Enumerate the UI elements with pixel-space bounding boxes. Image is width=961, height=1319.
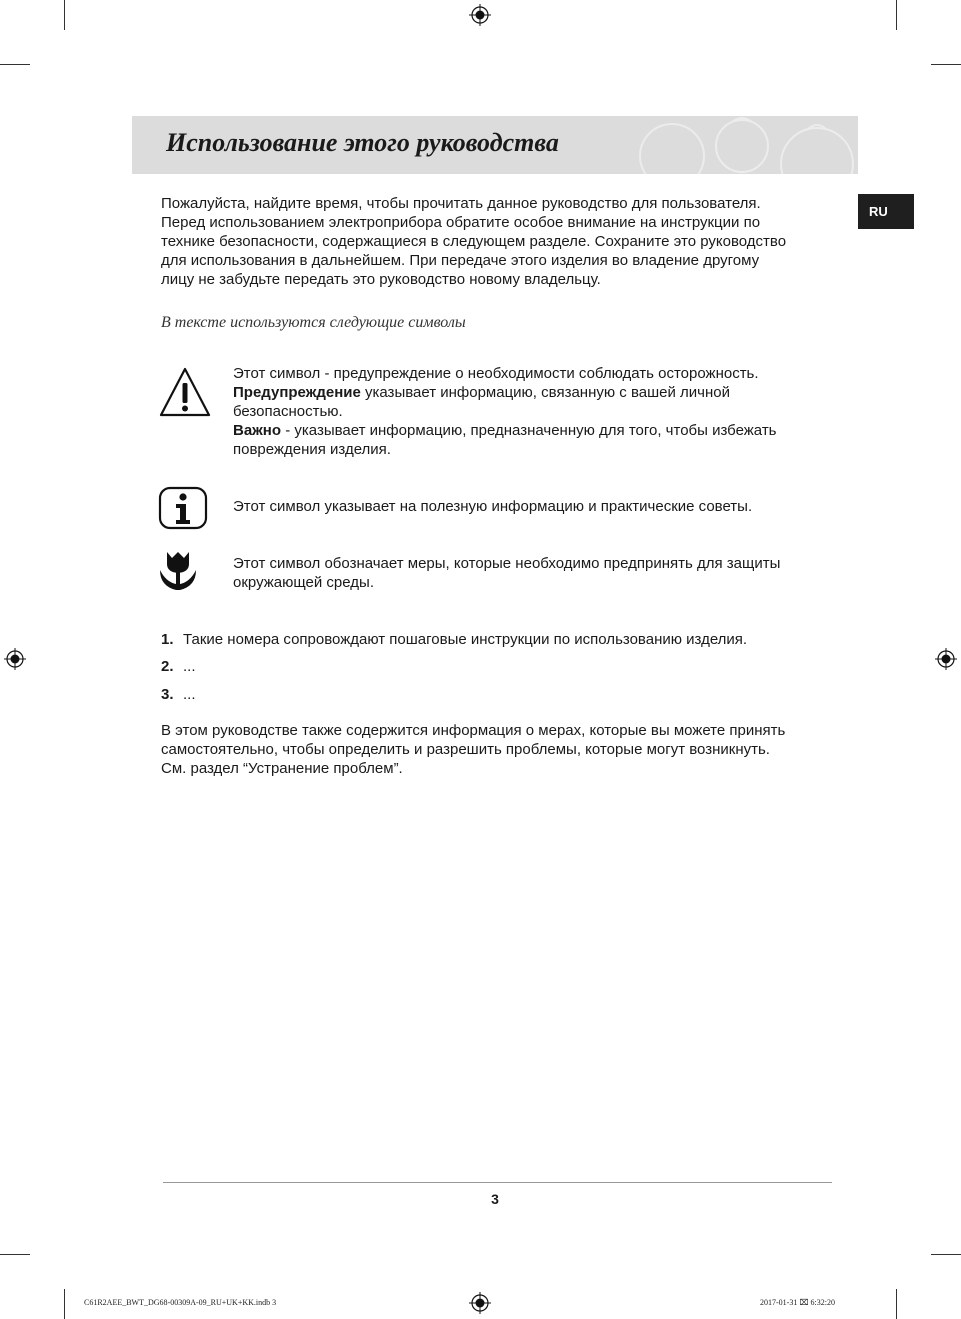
crop-mark <box>896 0 897 30</box>
intro-line: лицу не забудьте передать это руководство новому владельцу. <box>161 271 601 288</box>
file-slug: C61R2AEE_BWT_DG68-00309A-09_RU+UK+KK.indb 3 <box>84 1298 277 1307</box>
crop-mark <box>64 0 65 30</box>
warning-line: Этот символ - предупреждение о необходимости соблюдать осторожность. <box>233 365 759 382</box>
important-term: Важно <box>233 422 282 439</box>
warning-line: безопасностью. <box>233 403 343 420</box>
intro-line: Пожалуйста, найдите время, чтобы прочитать данное руководство для пользователя. <box>161 195 761 212</box>
registration-mark-icon <box>935 648 957 670</box>
crop-mark <box>0 1254 30 1255</box>
tulip-icon <box>158 550 198 592</box>
crop-mark <box>931 1254 961 1255</box>
crop-mark <box>896 1289 897 1319</box>
troubleshooting-line: самостоятельно, чтобы определить и разрешить проблемы, которые могут возникнуть. <box>161 741 770 758</box>
step-text: ... <box>183 658 196 675</box>
step-text: ... <box>183 686 196 703</box>
crop-mark <box>0 64 30 65</box>
step-number: 2. <box>161 658 174 675</box>
step-number: 1. <box>161 631 174 648</box>
intro-paragraph <box>161 194 786 289</box>
crop-mark <box>931 64 961 65</box>
crop-mark <box>64 1289 65 1319</box>
step-number: 3. <box>161 686 174 703</box>
intro-line: для использования в дальнейшем. При передаче этого изделия во владение другому <box>161 252 760 269</box>
info-icon <box>158 486 208 530</box>
step-text: Такие номера сопровождают пошаговые инструкции по использованию изделия. <box>183 631 748 648</box>
decorative-vegetables-icon <box>632 116 858 174</box>
print-timestamp: 2017-01-31 ⌧ 6:32:20 <box>760 1298 835 1307</box>
list-item <box>161 657 196 676</box>
important-line: повреждения изделия. <box>233 441 391 458</box>
warning-description <box>233 364 777 459</box>
page-number: 3 <box>491 1191 499 1207</box>
eco-description <box>233 554 780 592</box>
warning-triangle-icon <box>158 366 212 418</box>
eco-line: Этот символ обозначает меры, которые необходимо предпринять для защиты <box>233 555 781 572</box>
intro-line: технике безопасности, содержащиеся в следующем разделе. Сохраните это руководство <box>161 233 787 250</box>
warning-term: Предупреждение <box>233 384 361 401</box>
symbols-heading: В тексте используются следующие символы <box>161 314 466 331</box>
footer-divider <box>163 1182 832 1183</box>
page-title: Использование этого руководства <box>166 128 559 157</box>
list-item <box>161 630 747 649</box>
info-description: Этот символ указывает на полезную информацию и практические советы. <box>233 498 753 515</box>
section-title-band <box>132 116 858 174</box>
troubleshooting-paragraph <box>161 721 785 778</box>
warning-term-desc: указывает информацию, связанную с вашей личной <box>360 384 730 401</box>
troubleshooting-line: В этом руководстве также содержится информация о мерах, которые вы можете принять <box>161 722 786 739</box>
warning-line <box>233 383 777 402</box>
important-line <box>233 421 777 440</box>
registration-mark-icon <box>469 4 491 26</box>
registration-mark-icon <box>4 648 26 670</box>
intro-line: Перед использованием электроприбора обратите особое внимание на инструкции по <box>161 214 761 231</box>
eco-line: окружающей среды. <box>233 574 374 591</box>
important-term-desc: - указывает информацию, предназначенную для того, чтобы избежать <box>281 422 777 439</box>
language-tab: RU <box>858 194 914 229</box>
registration-mark-icon <box>469 1292 491 1314</box>
list-item <box>161 685 196 704</box>
troubleshooting-line: См. раздел “Устранение проблем”. <box>161 760 403 777</box>
